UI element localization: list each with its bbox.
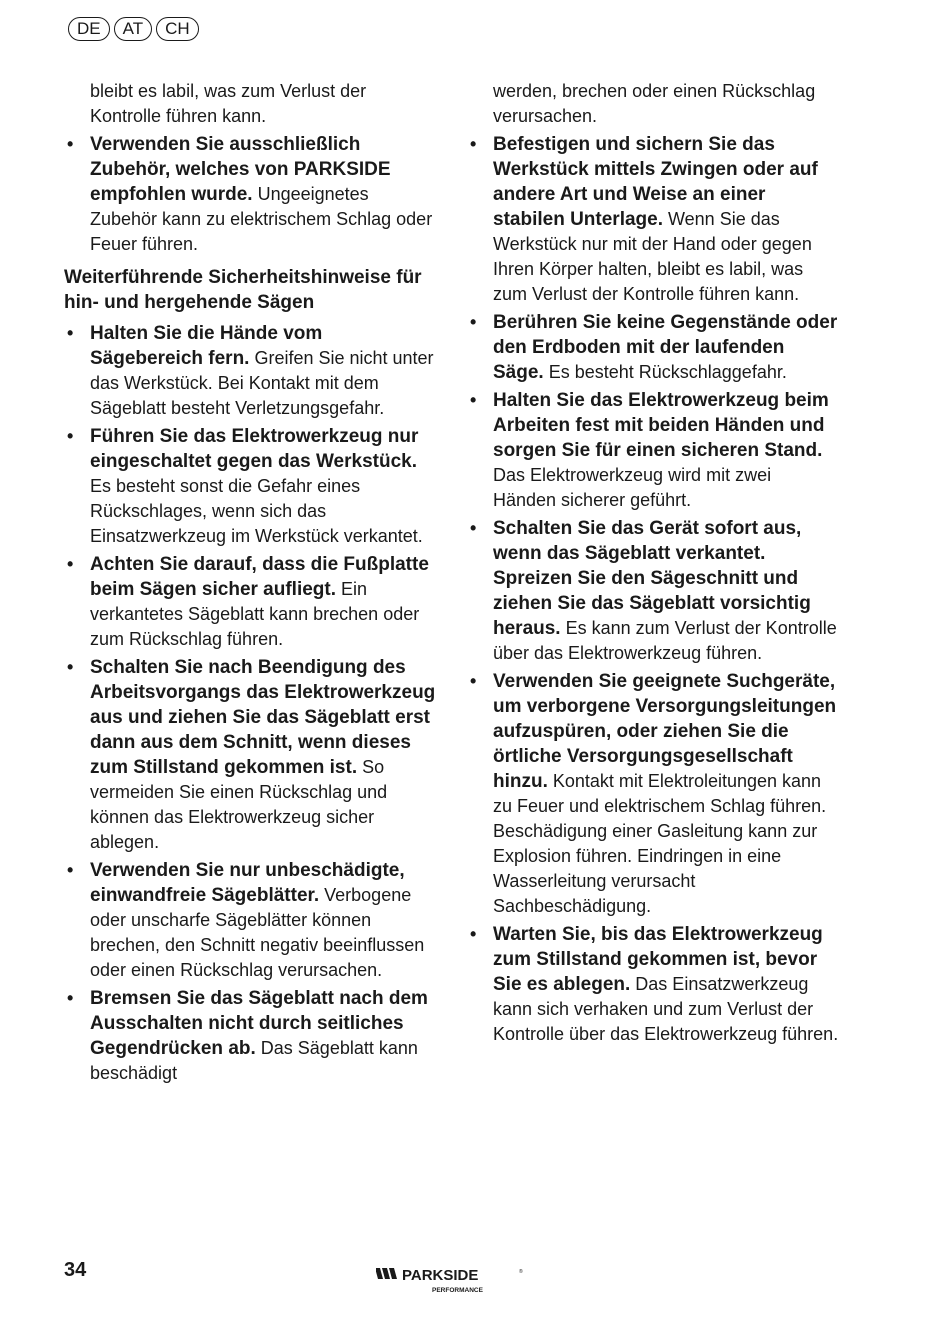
left-column xyxy=(64,79,436,1086)
section-heading: Weiterführende Sicherheitshinweise für hin- und hergehende Sägen xyxy=(64,267,422,313)
continuation-text: bleibt es labil, was zum Verlust der Kontrolle führen kann. xyxy=(90,81,367,126)
logo-wordmark: PARKSIDE xyxy=(402,1267,479,1284)
list-item: • Verwenden Sie geeignete Suchgeräte, um verborgene Versorgungsleitungen aufzuspüren, oder ziehen Sie die örtliche Versorgungsgesellschaft hinzu. Kontakt mit Elektroleitungen kann zu Feuer und elektrischem Schlag führen. Beschädigung einer Gasleitung kann zur Explosion führen. Eindringen in eine Wasserleitung verursacht Sachbeschädigung. xyxy=(467,669,839,919)
list-item: • Führen Sie das Elektrowerkzeug nur eingeschaltet gegen das Werkstück. Es besteht sonst die Gefahr eines Rückschlages, wenn sich das Einsatzwerkzeug im Werkstück verkantet. xyxy=(64,424,436,549)
badge-at: AT xyxy=(114,17,152,41)
logo-registered-mark: ® xyxy=(519,1269,523,1275)
right-column xyxy=(467,79,839,1047)
safety-list xyxy=(467,132,839,1047)
logo-stripe-3 xyxy=(389,1268,397,1279)
list-item: • Verwenden Sie ausschließlich Zubehör, welches von PARKSIDE empfohlen wurde. Ungeeignetes Zubehör kann zu elektrischem Schlag oder Feuer führen. xyxy=(64,132,436,257)
list-item: • Achten Sie darauf, dass die Fußplatte beim Sägen sicher aufliegt. Ein verkantetes Sägeblatt kann brechen oder zum Rückschlag führen. xyxy=(64,552,436,652)
parkside-logo-graphic xyxy=(376,1264,526,1298)
list-item: • Befestigen und sichern Sie das Werkstück mittels Zwingen oder auf andere Art und Weise an einer stabilen Unterlage. Wenn Sie das Werkstück nur mit der Hand oder gegen Ihren Körper halten, bleibt es labil, was zum Verlust der Kontrolle führen kann. xyxy=(467,132,839,307)
logo-stripe-1 xyxy=(376,1268,383,1279)
badge-ch: CH xyxy=(156,17,199,41)
safety-list-top xyxy=(64,132,436,257)
logo-subline: PERFORMANCE xyxy=(432,1287,483,1294)
list-item: • Schalten Sie das Gerät sofort aus, wenn das Sägeblatt verkantet. Spreizen Sie den Sägeschnitt und ziehen Sie das Sägeblatt vorsichtig heraus. Es kann zum Verlust der Kontrolle über das Elektrowerkzeug führen. xyxy=(467,516,839,666)
continuation-text: werden, brechen oder einen Rückschlag verursachen. xyxy=(493,81,816,126)
list-item: • Warten Sie, bis das Elektrowerkzeug zum Stillstand gekommen ist, bevor Sie es ablegen. Das Einsatzwerkzeug kann sich verhaken und zum Verlust der Kontrolle über das Elektrowerkzeug führen. xyxy=(467,922,839,1047)
list-item: • Bremsen Sie das Sägeblatt nach dem Ausschalten nicht durch seitliches Gegendrücken ab. Das Sägeblatt kann beschädigt xyxy=(64,986,436,1086)
logo-stripe-2 xyxy=(382,1268,390,1279)
list-item: • Halten Sie das Elektrowerkzeug beim Arbeiten fest mit beiden Händen und sorgen Sie für einen sicheren Stand. Das Elektrowerkzeug wird mit zwei Händen sicherer geführt. xyxy=(467,388,839,513)
safety-list xyxy=(64,321,436,1086)
parkside-logo xyxy=(376,1264,526,1298)
list-item: • Berühren Sie keine Gegenstände oder den Erdboden mit der laufenden Säge. Es besteht Rückschlaggefahr. xyxy=(467,310,839,385)
badge-de: DE xyxy=(68,17,110,41)
list-item: • Schalten Sie nach Beendigung des Arbeitsvorgangs das Elektrowerkzeug aus und ziehen Sie das Sägeblatt erst dann aus dem Schnitt, wenn dieses zum Stillstand gekommen ist. So vermeiden Sie einen Rückschlag und können das Elektrowerkzeug sicher ablegen. xyxy=(64,655,436,855)
page-number: 34 xyxy=(64,1259,87,1281)
country-badges xyxy=(68,17,199,41)
list-item: • Verwenden Sie nur unbeschädigte, einwandfreie Sägeblätter. Verbogene oder unscharfe Sägeblätter können brechen, den Schnitt negativ beeinflussen oder einen Rückschlag verursachen. xyxy=(64,858,436,983)
list-item: • Halten Sie die Hände vom Sägebereich fern. Greifen Sie nicht unter das Werkstück. Bei Kontakt mit dem Sägeblatt besteht Verletzungsgefahr. xyxy=(64,321,436,421)
